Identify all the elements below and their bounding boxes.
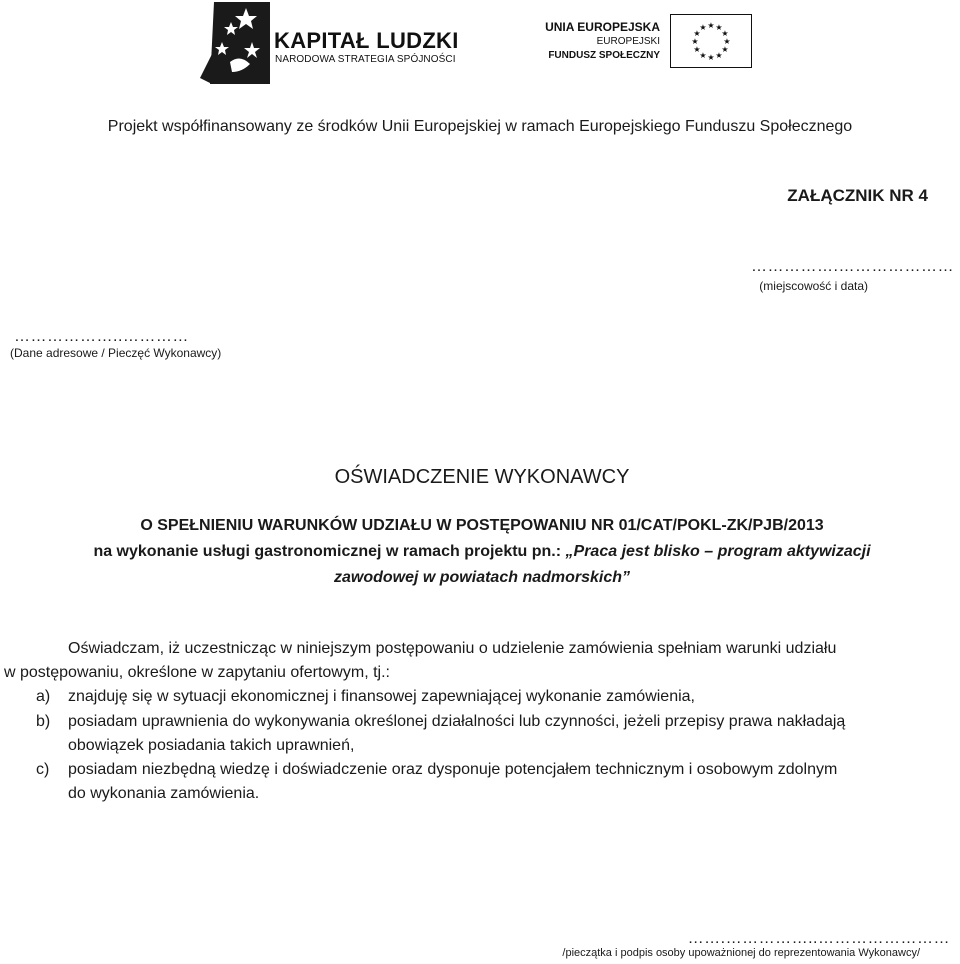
eu-logo [545,14,756,70]
list-item-c-label: c) [36,761,50,778]
list-item-a-label: a) [36,688,51,705]
signature-dots: …….……………..…………………… [687,930,950,947]
svg-text:★: ★ [693,29,701,38]
list-item-b-text-1: posiadam uprawnienia do wykonywania określonej działalności lub czynności, jeżeli przepisy prawa nakładają [68,713,846,730]
document-title: OŚWIADCZENIE WYKONAWCY [334,466,630,488]
svg-text:★: ★ [699,23,707,32]
subtitle-line3 [0,569,960,587]
project-cofinancing-line: Projekt współfinansowany ze środków Unii Europejskiej w ramach Europejskiego Funduszu Społecznego [107,118,853,135]
subtitle-line2-prefix: na wykonanie usługi gastronomicznej w ramach projektu pn.: [93,543,566,560]
list-item-b-label: b) [36,713,51,730]
annex-number: ZAŁĄCZNIK NR 4 [787,186,928,205]
svg-text:★: ★ [723,37,731,46]
subtitle-line1: O SPEŁNIENIU WARUNKÓW UDZIAŁU W POSTĘPOWANIU NR 01/CAT/POKL-ZK/PJB/2013 [140,517,824,534]
kapital-ludzki-title: KAPITAŁ LUDZKI [274,28,459,53]
contractor-address-label: (Dane adresowe / Pieczęć Wykonawcy) [10,346,222,360]
svg-text:★: ★ [699,51,707,60]
subtitle-line2 [0,543,960,561]
subtitle-line2-italic: „Praca jest blisko – program aktywizacji [565,543,871,560]
intro-line1: Oświadczam, iż uczestnicząc w niniejszym postępowaniu o udzielenie zamówienia spełniam warunki udziału [68,640,837,657]
svg-text:★: ★ [721,45,729,54]
eu-flag-icon [670,14,752,68]
place-date-dots: …………….………………… [751,258,954,275]
list-item-c-text-1: posiadam niezbędną wiedzę i doświadczenie oraz dysponuje potencjałem technicznym i osobowym zdolnym [68,761,838,778]
list-item-c-text-2: do wykonania zamówienia. [68,785,260,802]
svg-text:★: ★ [721,29,729,38]
signature-label: /pieczątka i podpis osoby upoważnionej do reprezentowania Wykonawcy/ [562,947,920,959]
subtitle-line3-italic: zawodowej w powiatach nadmorskich” [333,569,631,586]
contractor-dots: ………………..………… [14,328,189,345]
svg-text:★: ★ [707,21,715,30]
star-figure-logo-icon [200,2,274,84]
kapital-ludzki-subtitle: NARODOWA STRATEGIA SPÓJNOŚCI [275,54,456,65]
svg-text:★: ★ [715,51,723,60]
eu-logo-line1: UNIA EUROPEJSKA [545,20,660,34]
svg-text:★: ★ [707,53,715,62]
svg-text:★: ★ [693,45,701,54]
place-date-label: (miejscowość i data) [759,279,868,293]
eu-logo-line3: FUNDUSZ SPOŁECZNY [548,50,660,61]
svg-text:★: ★ [691,37,699,46]
kapital-ludzki-logo [200,2,460,84]
eu-logo-line2: EUROPEJSKI [596,36,660,47]
svg-text:★: ★ [715,23,723,32]
list-item-a-text: znajduję się w sytuacji ekonomicznej i finansowej zapewniającej wykonanie zamówienia, [68,688,695,705]
intro-line2: w postępowaniu, określone w zapytaniu ofertowym, tj.: [4,664,390,681]
list-item-b-text-2: obowiązek posiadania takich uprawnień, [68,737,355,754]
